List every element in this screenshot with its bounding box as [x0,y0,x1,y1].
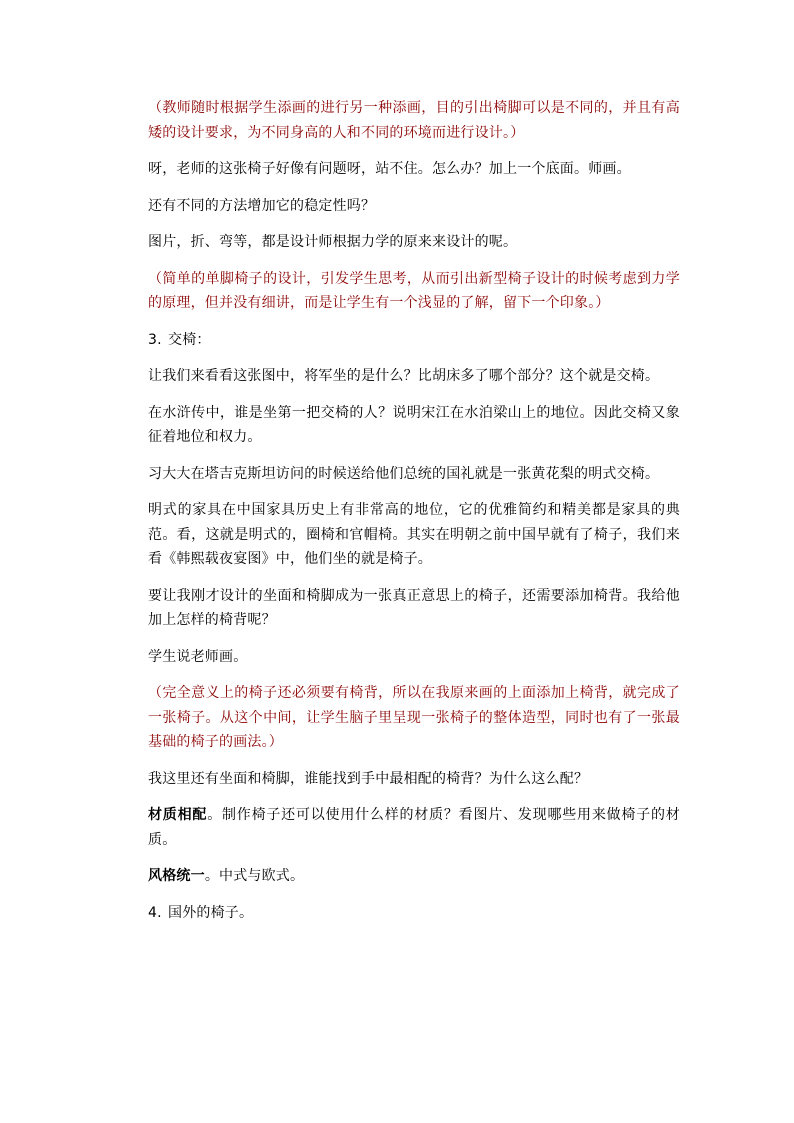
paragraph: 学生说老师画。 [148,648,248,665]
paragraph: 要让我刚才设计的坐面和椅脚成为一张真正意思上的椅子，还需要添加椅背。我给他加上怎样的椅背呢？ [148,587,680,628]
paragraph-style [148,864,680,889]
section-heading-3 [148,328,680,353]
paragraph: 在水浒传中，谁是坐第一把交椅的人？说明宋江在水泊梁山上的地位。因此交椅又象征着地位和权力。 [148,404,680,445]
section-heading-4 [148,901,680,926]
teacher-note-2: （简单的单脚椅子的设计，引发学生思考，从而引出新型椅子设计的时候考虑到力学的原理，但并没有细讲，而是让学生有一个浅显的了解，留下一个印象。） [148,270,680,311]
document-body [148,96,680,937]
paragraph: 让我们来看看这张图中，将军坐的是什么？比胡床多了哪个部分？这个就是交椅。 [148,368,660,384]
paragraph: 明式的家具在中国家具历史上有非常高的地位，它的优雅简约和精美都是家具的典范。看，这就是明式的，圈椅和官帽椅。其实在明朝之前中国早就有了椅子，我们来看《韩熙载夜宴图》中，他们坐的就是椅子。 [148,502,680,567]
paragraph: 还有不同的方法增加它的稳定性吗？ [148,197,376,214]
section-title: 国外的椅子。 [168,904,254,921]
paragraph: 我这里还有坐面和椅脚，谁能找到手中最相配的椅背？为什么这么配？ [148,770,589,787]
paragraph: 习大大在塔吉克斯坦访问的时候送给他们总统的国礼就是一张黄花梨的明式交椅。 [148,465,660,482]
teacher-note-3: （完全意义上的椅子还必须要有椅背，所以在我原来画的上面添加上椅背，就完成了一张椅子。从这个中间，让学生脑子里呈现一张椅子的整体造型，同时也有了一张最基础的椅子的画法。） [148,685,680,750]
section-number: 3. [148,331,162,348]
paragraph: 图片，折、弯等，都是设计师根据力学的原来来设计的呢。 [148,234,518,250]
paragraph-material [148,803,680,852]
bold-term: 风格统一 [148,868,205,884]
bold-term: 材质相配 [148,807,208,823]
section-number: 4. [148,904,162,921]
paragraph: 呀，老师的这张椅子好像有问题呀，站不住。怎么办？加上一个底面。师画。 [148,161,631,177]
section-title: 交椅： [168,331,211,348]
teacher-note-1: （教师随时根据学生添画的进行另一种添画，目的引出椅脚可以是不同的，并且有高矮的设计要求，为不同身高的人和不同的环境而进行设计。） [148,100,680,141]
paragraph-text: 。制作椅子还可以使用什么样的材质？看图片、发现哪些用来做椅子的材质。 [148,807,680,848]
paragraph-text: 。中式与欧式。 [204,868,305,884]
